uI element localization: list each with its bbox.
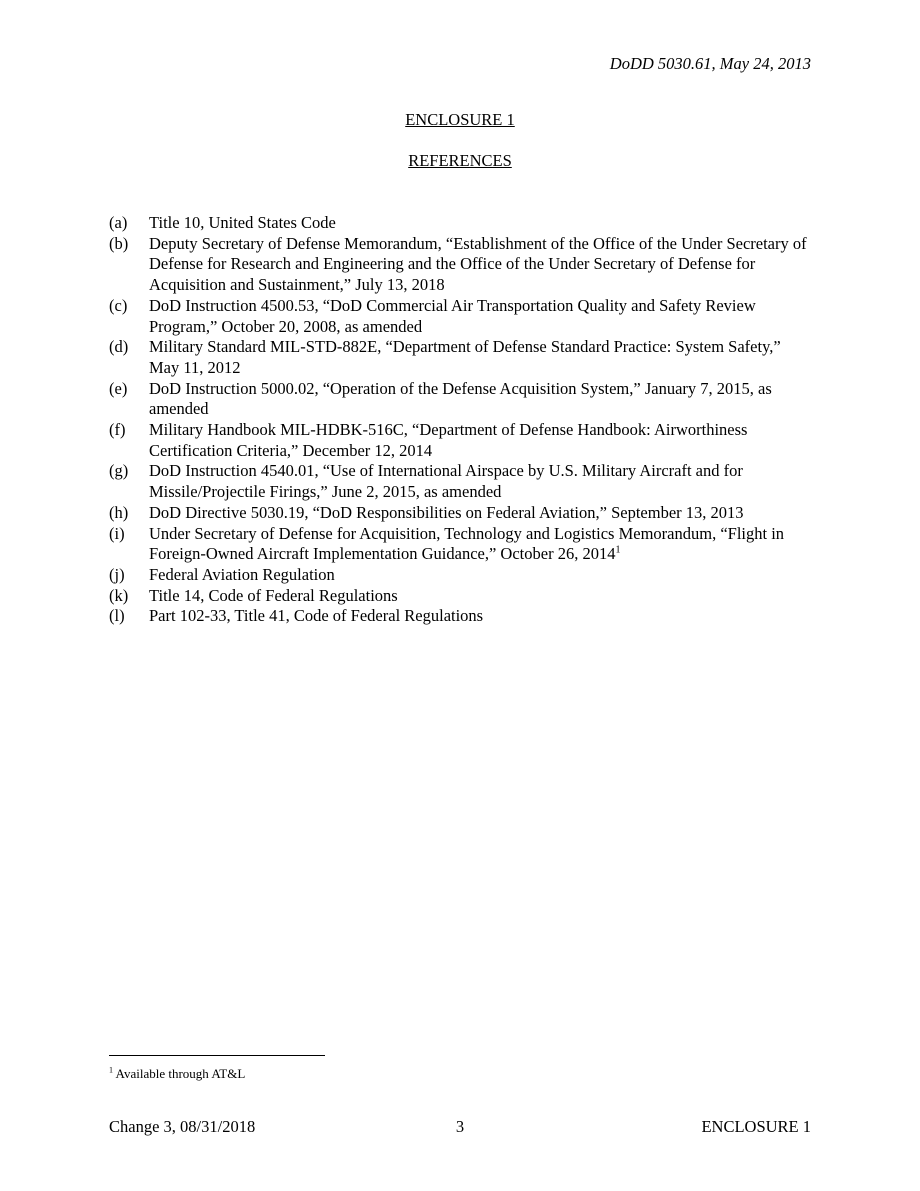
reference-letter: (c) <box>109 295 128 315</box>
reference-item-j <box>109 565 814 586</box>
reference-letter: (g) <box>109 461 129 481</box>
reference-item-a <box>109 213 814 234</box>
footer-enclosure: ENCLOSURE 1 <box>701 1117 811 1136</box>
reference-item-c <box>109 296 814 337</box>
section-title <box>0 151 920 171</box>
footnote-divider <box>109 1055 325 1056</box>
reference-item-e <box>109 379 814 420</box>
footer-change-note: Change 3, 08/31/2018 <box>109 1117 256 1136</box>
reference-item-g <box>109 461 814 502</box>
reference-item-b <box>109 234 814 296</box>
reference-item-h <box>109 503 814 524</box>
reference-letter: (i) <box>109 523 125 543</box>
reference-text: DoD Instruction 4540.01, “Use of International Airspace by U.S. Military Aircraft and for Missile/Projectile Firings,” June 2, 2015, as amended <box>149 461 743 502</box>
page-footer <box>109 1117 811 1139</box>
reference-text: DoD Instruction 4500.53, “DoD Commercial Air Transportation Quality and Safety Review Program,” October 20, 2008, as amended <box>149 295 756 336</box>
footnote-marker: 1 <box>615 544 621 556</box>
reference-letter: (b) <box>109 233 129 253</box>
document-reference: DoDD 5030.61, May 24, 2013 <box>609 54 811 73</box>
reference-item-i <box>109 524 814 565</box>
footer-page-number: 3 <box>455 1117 465 1136</box>
reference-letter: (f) <box>109 420 126 440</box>
reference-letter: (j) <box>109 564 125 584</box>
reference-item-l <box>109 606 814 627</box>
reference-letter: (a) <box>109 213 128 232</box>
reference-letter: (l) <box>109 606 125 626</box>
footnote <box>109 1066 245 1082</box>
reference-text: Military Standard MIL-STD-882E, “Department of Defense Standard Practice: System Safety,” May 11, 2012 <box>149 337 781 377</box>
reference-item-d <box>109 337 814 378</box>
enclosure-title <box>0 110 920 130</box>
reference-letter: (k) <box>109 585 129 605</box>
reference-text: Military Handbook MIL-HDBK-516C, “Department of Defense Handbook: Airworthiness Certification Criteria,” December 12, 2014 <box>149 420 748 460</box>
reference-text: Title 10, United States Code <box>149 213 336 232</box>
references-list <box>109 213 814 627</box>
reference-letter: (h) <box>109 502 129 522</box>
section-title-text: REFERENCES <box>408 151 512 170</box>
reference-letter: (d) <box>109 337 129 357</box>
reference-text: Deputy Secretary of Defense Memorandum, “Establishment of the Office of the Under Secretary of Defense for Research and Engineering and the Office of the Under Secretary of Defense for Acquisition and Sustainment,” July 13, 2018 <box>149 233 807 295</box>
reference-text: Federal Aviation Regulation <box>149 564 335 584</box>
reference-text: Part 102-33, Title 41, Code of Federal Regulations <box>149 606 484 626</box>
reference-letter: (e) <box>109 378 128 398</box>
footnote-text: Available through AT&L <box>115 1066 246 1081</box>
reference-text: DoD Instruction 5000.02, “Operation of the Defense Acquisition System,” January 7, 2015, as amended <box>149 378 772 419</box>
reference-text: DoD Directive 5030.19, “DoD Responsibilities on Federal Aviation,” September 13, 2013 <box>149 502 744 522</box>
reference-text: Title 14, Code of Federal Regulations <box>149 585 398 605</box>
reference-item-f <box>109 420 814 461</box>
reference-item-k <box>109 586 814 607</box>
reference-text: Under Secretary of Defense for Acquisition, Technology and Logistics Memorandum, “Flight in Foreign-Owned Aircraft Implementation Guidance,” October 26, 2014 <box>149 523 785 564</box>
footnote-number: 1 <box>109 1065 113 1075</box>
enclosure-title-text: ENCLOSURE 1 <box>405 110 515 129</box>
reference-text-with-footnote <box>149 524 814 565</box>
